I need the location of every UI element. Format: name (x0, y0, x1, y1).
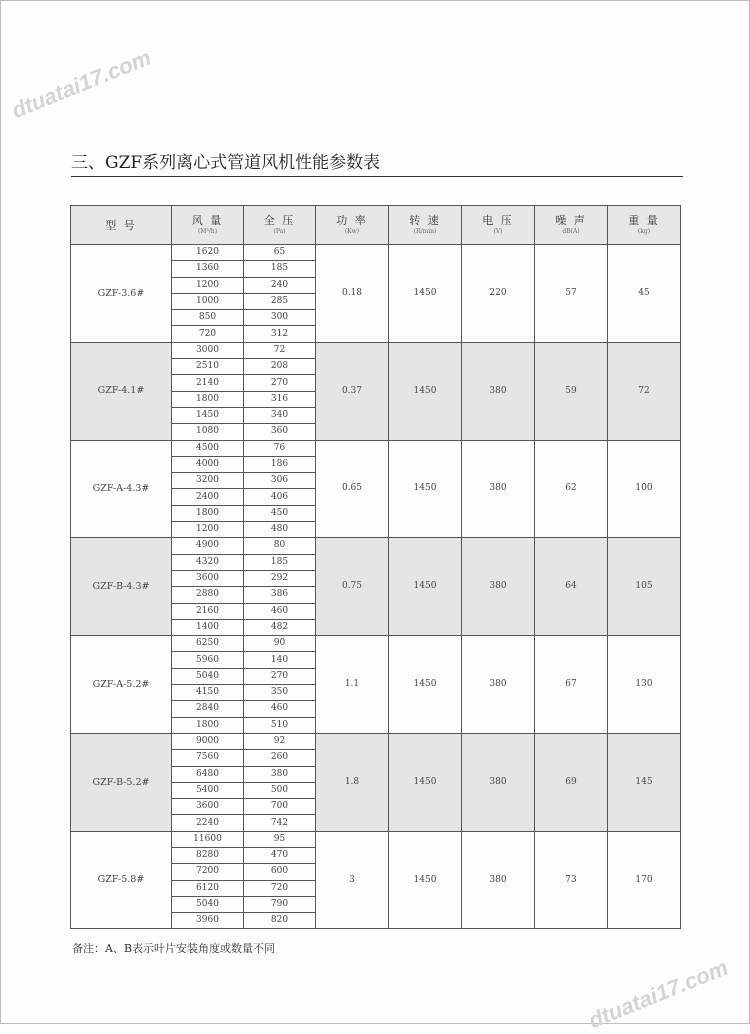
airflow-cell: 1800 (172, 717, 244, 733)
airflow-cell: 11600 (172, 831, 244, 847)
airflow-cell: 2880 (172, 587, 244, 603)
airflow-cell: 1200 (172, 277, 244, 293)
model-cell: GZF-3.6# (71, 245, 172, 343)
power-cell: 1.1 (316, 636, 389, 734)
weight-cell: 105 (608, 538, 681, 636)
power-cell: 0.65 (316, 440, 389, 538)
footnote: 备注：A、B表示叶片安装角度或数量不同 (72, 942, 276, 955)
pressure-cell: 820 (244, 913, 316, 929)
weight-cell: 45 (608, 245, 681, 343)
pressure-cell: 720 (244, 880, 316, 896)
airflow-cell: 3000 (172, 342, 244, 358)
weight-cell: 130 (608, 636, 681, 734)
pressure-cell: 185 (244, 261, 316, 277)
speed-cell: 1450 (389, 342, 462, 440)
pressure-cell: 72 (244, 342, 316, 358)
airflow-cell: 2400 (172, 489, 244, 505)
airflow-cell: 4500 (172, 440, 244, 456)
airflow-cell: 4900 (172, 538, 244, 554)
pressure-cell: 450 (244, 505, 316, 521)
table-body (71, 245, 681, 929)
airflow-cell: 6250 (172, 636, 244, 652)
pressure-cell: 300 (244, 310, 316, 326)
weight-cell: 170 (608, 831, 681, 929)
voltage-cell: 380 (462, 342, 535, 440)
header-airflow: 风 量 (M³/h) (172, 206, 244, 245)
header-pressure: 全 压 (Pa) (244, 206, 316, 245)
airflow-cell: 5960 (172, 652, 244, 668)
airflow-cell: 1000 (172, 293, 244, 309)
pressure-cell: 510 (244, 717, 316, 733)
airflow-cell: 3600 (172, 570, 244, 586)
pressure-cell: 240 (244, 277, 316, 293)
pressure-cell: 208 (244, 359, 316, 375)
pressure-cell: 386 (244, 587, 316, 603)
speed-cell: 1450 (389, 831, 462, 929)
table-row (71, 538, 681, 554)
table-row (71, 636, 681, 652)
airflow-cell: 7560 (172, 750, 244, 766)
noise-cell: 67 (535, 636, 608, 734)
pressure-cell: 406 (244, 489, 316, 505)
pressure-cell: 90 (244, 636, 316, 652)
airflow-cell: 3960 (172, 913, 244, 929)
pressure-cell: 260 (244, 750, 316, 766)
pressure-cell: 65 (244, 245, 316, 261)
pressure-cell: 306 (244, 473, 316, 489)
table-row (71, 733, 681, 749)
pressure-cell: 80 (244, 538, 316, 554)
pressure-cell: 460 (244, 701, 316, 717)
noise-cell: 73 (535, 831, 608, 929)
airflow-cell: 2140 (172, 375, 244, 391)
pressure-cell: 186 (244, 456, 316, 472)
airflow-cell: 1200 (172, 522, 244, 538)
pressure-cell: 482 (244, 619, 316, 635)
pressure-cell: 600 (244, 864, 316, 880)
speed-cell: 1450 (389, 538, 462, 636)
pressure-cell: 360 (244, 424, 316, 440)
section-title (71, 148, 683, 177)
voltage-cell: 380 (462, 733, 535, 831)
airflow-cell: 4150 (172, 685, 244, 701)
airflow-cell: 1080 (172, 424, 244, 440)
power-cell: 0.37 (316, 342, 389, 440)
noise-cell: 69 (535, 733, 608, 831)
pressure-cell: 742 (244, 815, 316, 831)
performance-table (70, 205, 681, 929)
table-row (71, 342, 681, 358)
speed-cell: 1450 (389, 440, 462, 538)
airflow-cell: 6120 (172, 880, 244, 896)
noise-cell: 64 (535, 538, 608, 636)
table-row (71, 245, 681, 261)
model-cell: GZF-B-5.2# (71, 733, 172, 831)
header-model: 型 号 (71, 206, 172, 245)
pressure-cell: 460 (244, 603, 316, 619)
airflow-cell: 5040 (172, 668, 244, 684)
header-speed: 转 速 (R/min) (389, 206, 462, 245)
pressure-cell: 790 (244, 896, 316, 912)
airflow-cell: 1360 (172, 261, 244, 277)
power-cell: 1.8 (316, 733, 389, 831)
pressure-cell: 700 (244, 799, 316, 815)
airflow-cell: 5040 (172, 896, 244, 912)
airflow-cell: 7200 (172, 864, 244, 880)
airflow-cell: 2840 (172, 701, 244, 717)
pressure-cell: 312 (244, 326, 316, 342)
pressure-cell: 316 (244, 391, 316, 407)
pressure-cell: 140 (244, 652, 316, 668)
weight-cell: 72 (608, 342, 681, 440)
pressure-cell: 500 (244, 782, 316, 798)
pressure-cell: 76 (244, 440, 316, 456)
airflow-cell: 8280 (172, 847, 244, 863)
header-voltage: 电 压 (V) (462, 206, 535, 245)
model-cell: GZF-4.1# (71, 342, 172, 440)
airflow-cell: 1450 (172, 407, 244, 423)
header-noise: 噪 声 dB(A) (535, 206, 608, 245)
airflow-cell: 3200 (172, 473, 244, 489)
model-cell: GZF-A-5.2# (71, 636, 172, 734)
speed-cell: 1450 (389, 636, 462, 734)
speed-cell: 1450 (389, 245, 462, 343)
pressure-cell: 480 (244, 522, 316, 538)
voltage-cell: 380 (462, 831, 535, 929)
table-header (71, 206, 681, 245)
airflow-cell: 6480 (172, 766, 244, 782)
voltage-cell: 380 (462, 440, 535, 538)
table-row (71, 440, 681, 456)
pressure-cell: 470 (244, 847, 316, 863)
weight-cell: 100 (608, 440, 681, 538)
pressure-cell: 350 (244, 685, 316, 701)
airflow-cell: 2160 (172, 603, 244, 619)
airflow-cell: 3600 (172, 799, 244, 815)
model-cell: GZF-A-4.3# (71, 440, 172, 538)
pressure-cell: 270 (244, 375, 316, 391)
power-cell: 0.75 (316, 538, 389, 636)
header-power: 功 率 (Kw) (316, 206, 389, 245)
noise-cell: 59 (535, 342, 608, 440)
pressure-cell: 270 (244, 668, 316, 684)
table-row (71, 831, 681, 847)
voltage-cell: 380 (462, 538, 535, 636)
airflow-cell: 1800 (172, 391, 244, 407)
airflow-cell: 720 (172, 326, 244, 342)
weight-cell: 145 (608, 733, 681, 831)
pressure-cell: 95 (244, 831, 316, 847)
pressure-cell: 92 (244, 733, 316, 749)
watermark: dtuatai17.com (8, 44, 155, 124)
header-weight: 重 量 (kg) (608, 206, 681, 245)
noise-cell: 57 (535, 245, 608, 343)
airflow-cell: 9000 (172, 733, 244, 749)
model-cell: GZF-5.8# (71, 831, 172, 929)
speed-cell: 1450 (389, 733, 462, 831)
pressure-cell: 292 (244, 570, 316, 586)
airflow-cell: 1800 (172, 505, 244, 521)
airflow-cell: 1620 (172, 245, 244, 261)
airflow-cell: 4320 (172, 554, 244, 570)
airflow-cell: 1400 (172, 619, 244, 635)
airflow-cell: 4000 (172, 456, 244, 472)
pressure-cell: 285 (244, 293, 316, 309)
watermark: dtuatai17.com (585, 954, 732, 1034)
pressure-cell: 380 (244, 766, 316, 782)
model-cell: GZF-B-4.3# (71, 538, 172, 636)
airflow-cell: 850 (172, 310, 244, 326)
airflow-cell: 2240 (172, 815, 244, 831)
pressure-cell: 340 (244, 407, 316, 423)
voltage-cell: 380 (462, 636, 535, 734)
airflow-cell: 5400 (172, 782, 244, 798)
power-cell: 3 (316, 831, 389, 929)
power-cell: 0.18 (316, 245, 389, 343)
pressure-cell: 185 (244, 554, 316, 570)
noise-cell: 62 (535, 440, 608, 538)
airflow-cell: 2510 (172, 359, 244, 375)
section-title-text: 三、GZF系列离心式管道风机性能参数表 (71, 153, 381, 173)
voltage-cell: 220 (462, 245, 535, 343)
